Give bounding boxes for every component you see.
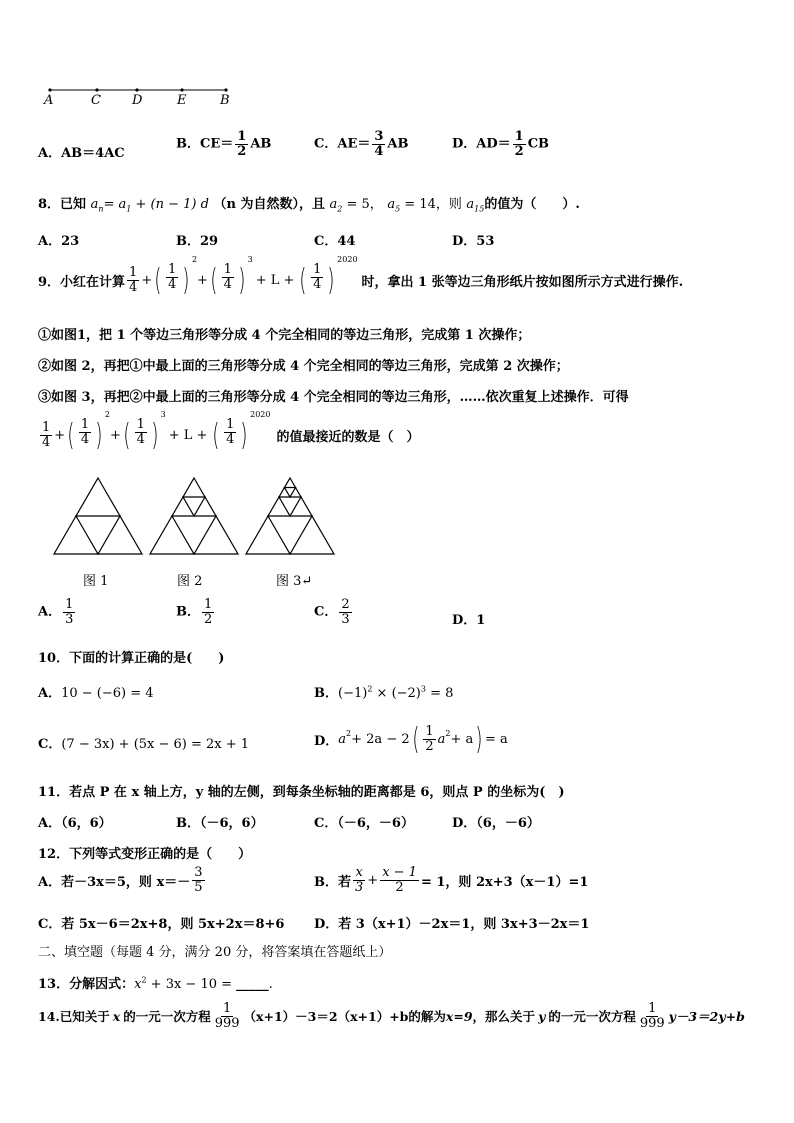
point-label-c: C [91,93,101,108]
q9-step-2: ②如图 2，再把①中最上面的三角形等分成 4 个完全相同的等边三角形，完成第 2 次操作； [38,359,569,374]
triangle-figure-1 [52,476,144,556]
q12-option-a: A．若－3x＝5，则 x＝－ $\frac{3}{5}$ [38,865,203,895]
q11-option-b: B．（－6，6） [176,816,264,831]
figure-label-2: 图 2 [177,574,203,589]
point-label-a: A [44,93,54,108]
q9-option-a: A． $\frac{1}{3}$ [38,597,74,627]
q11-option-d: D．（6，－6） [452,816,540,831]
q8-option-a: A．23 [38,234,80,249]
section-2-heading: 二、填空题（每题 4 分，满分 20 分，将答案填在答题纸上） [38,945,392,960]
q11-option-c: C．（－6，－6） [314,816,414,831]
q12-option-d: D．若 3（x+1）－2x＝1，则 3x+3－2x＝1 [314,917,590,932]
q8-option-b: B．29 [176,234,219,249]
q10-option-c: C．(7 − 3x) + (5x − 6) = 2x + 1 [38,737,250,752]
q8-option-c: C．44 [314,234,356,249]
q7-option-a: A．AB＝4AC [38,146,125,161]
q8-option-d: D．53 [452,234,495,249]
q7-option-d: D．AD＝ $\frac{1}{2}$ CB [452,129,550,159]
q8-stem: 8．已知 $a_n= a_1 + (n - 1)$ d （n 为自然数），且 $a_2 = 5$， $a_5 = 14$，则 $a_{15}$的值为（ ）. [38,197,580,214]
q10-option-a: A．10 − (−6) = 4 [38,686,154,701]
q11-option-a: A．（6，6） [38,816,112,831]
q9-option-b: B． $\frac{1}{2}$ [176,597,213,627]
triangle-figure-2 [148,476,240,556]
q13-stem: 13．分解因式：$x^2 + 3x - 10$ = _____. [38,975,273,992]
q10-option-b: B．$(-1)^2 \times (-2)^3 = 8$ [314,684,454,701]
point-label-d: D [132,93,143,108]
triangle-figure-3 [244,476,336,556]
figure-label-3: 图 3↵ [276,574,313,589]
point-label-b: B [220,93,230,108]
q12-option-c: C．若 5x－6＝2x+8，则 5x+2x＝8+6 [38,917,285,932]
q14-stem: 14.已知关于 x 的一元一次方程 $\frac{1}{999}$ （x+1）－3＝2（x+1）+b 的解为 x=9 ，那么关于 y 的一元一次方程 $\frac{1}{999}$ y－3＝2y+b [38,1001,745,1031]
q10-option-d: D． a 2 + 2a − 2 ( $\frac{1}{2}$ a 2 + a ) = a [314,722,508,757]
figure-label-1: 图 1 [83,574,109,589]
q9-series-repeat: $\frac{1}{4}$ + ( $\frac{1}{4}$ ) 2 + ( $\frac{1}{4}$ ) 3 + L + ( $\frac{1}{4}$ ) 2020 的值最接近的数是（ ） [42,410,420,453]
q12-option-b: B．若 $\frac{x}{3}$ + $\frac{x - 1}{2}$ = 1，则 2x+3（x－1）=1 [314,865,589,895]
q10-title: 10．下面的计算正确的是( ) [38,651,225,666]
q7-option-b: B．CE＝ $\frac{1}{2}$ AB [176,129,272,159]
point-label-e: E [177,93,187,108]
q9-option-c: C． $\frac{2}{3}$ [314,597,350,627]
q11-title: 11．若点 P 在 x 轴上方，y 轴的左侧，到每条坐标轴的距离都是 6，则点 P 的坐标为( ) [38,785,565,800]
q9-step-1: ①如图1，把 1 个等边三角形等分成 4 个完全相同的等边三角形，完成第 1 次操作； [38,328,531,343]
q9-option-d: D．1 [452,613,486,628]
q7-option-c: C．AE＝ $\frac{3}{4}$ AB [314,129,409,159]
q12-title: 12．下列等式变形正确的是（ ） [38,847,252,862]
q9-step-3: ③如图 3，再把②中最上面的三角形等分成 4 个完全相同的等边三角形，……依次重复上述操作．可得 [38,390,629,405]
q9-stem: 9．小红在计算 $\frac{1}{4}$ + ( $\frac{1}{4}$ ) 2 + ( $\frac{1}{4}$ ) 3 + L + ( $\frac{1}{4}$ ) 2020 时，拿出 1 张等边三角形纸片按如图所示方式进行操作. [38,255,684,298]
